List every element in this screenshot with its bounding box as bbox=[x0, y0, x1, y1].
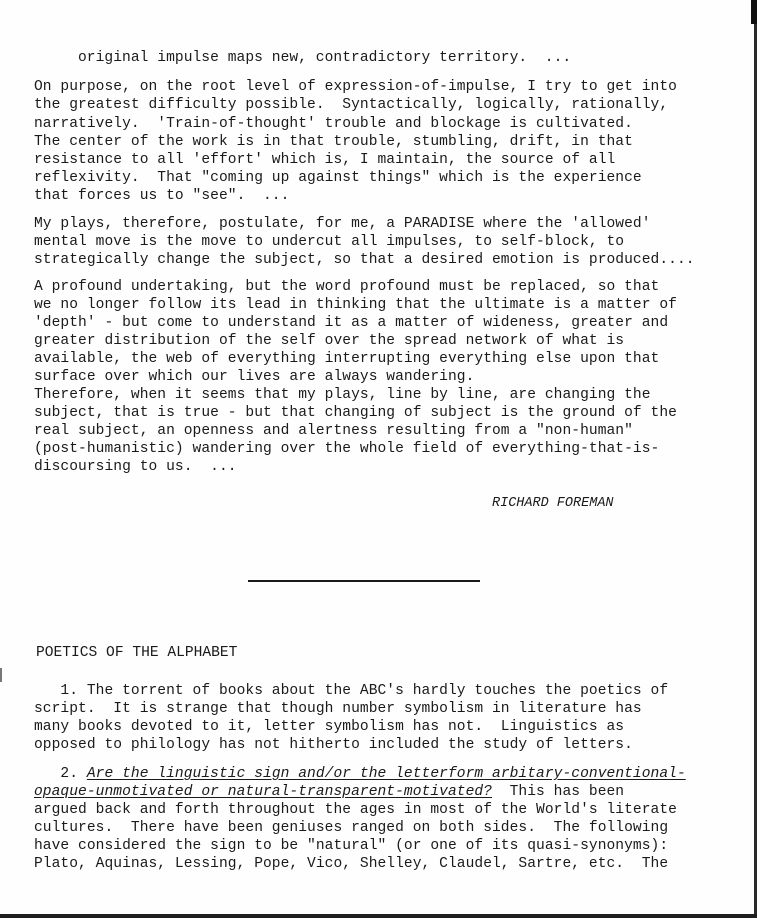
scan-edge-mark bbox=[0, 668, 2, 682]
paragraph-line: 1. The torrent of books about the ABC's hardly touches the poetics of bbox=[34, 683, 669, 699]
paragraph-line: available, the web of everything interrupting everything else upon that bbox=[34, 351, 660, 367]
paragraph-line: On purpose, on the root level of expression-of-impulse, I try to get into bbox=[34, 79, 677, 95]
paragraph-line: The center of the work is in that trouble, stumbling, drift, in that bbox=[34, 134, 633, 150]
paragraph-line: that forces us to "see". ... bbox=[34, 188, 290, 204]
paragraph-line: My plays, therefore, postulate, for me, a PARADISE where the 'allowed' bbox=[34, 216, 651, 232]
paragraph-line: subject, that is true - but that changing of subject is the ground of the bbox=[34, 405, 677, 421]
paragraph-line: script. It is strange that though number symbolism in literature has bbox=[34, 701, 642, 717]
paragraph-line-with-question bbox=[34, 766, 686, 782]
author-signature: RICHARD FOREMAN bbox=[492, 496, 614, 511]
paragraph-line: cultures. There have been geniuses ranged on both sides. The following bbox=[34, 820, 669, 836]
paragraph-line: (post-humanistic) wandering over the whole field of everything-that-is- bbox=[34, 441, 660, 457]
paragraph-line: opposed to philology has not hitherto included the study of letters. bbox=[34, 737, 633, 753]
scan-edge-mark bbox=[751, 0, 757, 24]
paragraph-line: we no longer follow its lead in thinking that the ultimate is a matter of bbox=[34, 297, 677, 313]
paragraph-line: reflexivity. That "coming up against things" which is the experience bbox=[34, 170, 642, 186]
italic-question: opaque-unmotivated or natural-transparent-motivated? bbox=[34, 784, 492, 800]
paragraph-line: real subject, an openness and alertness resulting from a "non-human" bbox=[34, 423, 633, 439]
paragraph-line: many books devoted to it, letter symbolism has not. Linguistics as bbox=[34, 719, 625, 735]
paragraph-line: 'depth' - but come to understand it as a matter of wideness, greater and bbox=[34, 315, 669, 331]
paragraph-line: surface over which our lives are always wandering. bbox=[34, 369, 475, 385]
paragraph-line: Therefore, when it seems that my plays, line by line, are changing the bbox=[34, 387, 651, 403]
paragraph-line: A profound undertaking, but the word profound must be replaced, so that bbox=[34, 279, 660, 295]
paragraph-line: narratively. 'Train-of-thought' trouble and blockage is cultivated. bbox=[34, 116, 633, 132]
paragraph-line: argued back and forth throughout the ages in most of the World's literate bbox=[34, 802, 677, 818]
paragraph-line: resistance to all 'effort' which is, I maintain, the source of all bbox=[34, 152, 616, 168]
section-heading: POETICS OF THE ALPHABET bbox=[36, 645, 238, 661]
paragraph-line: have considered the sign to be "natural" (or one of its quasi-synonyms): bbox=[34, 838, 669, 854]
paragraph-line: mental move is the move to undercut all impulses, to self-block, to bbox=[34, 234, 625, 250]
paragraph-line: Plato, Aquinas, Lessing, Pope, Vico, Shelley, Claudel, Sartre, etc. The bbox=[34, 856, 669, 872]
paragraph-line: discoursing to us. ... bbox=[34, 459, 237, 475]
scan-edge-bottom bbox=[0, 914, 757, 918]
italic-question: Are the linguistic sign and/or the letterform arbitary-conventional- bbox=[86, 766, 686, 782]
paragraph-line: greater distribution of the self over the spread network of what is bbox=[34, 333, 625, 349]
paragraph-line: the greatest difficulty possible. Syntactically, logically, rationally, bbox=[34, 97, 669, 113]
paragraph-line: strategically change the subject, so that a desired emotion is produced.... bbox=[34, 252, 695, 268]
intro-line: original impulse maps new, contradictory territory. ... bbox=[78, 50, 572, 66]
section-divider bbox=[248, 580, 480, 582]
paragraph-line-with-question bbox=[34, 784, 624, 800]
paragraph-number: 2. bbox=[34, 766, 87, 782]
paragraph-text: This has been bbox=[492, 784, 625, 800]
